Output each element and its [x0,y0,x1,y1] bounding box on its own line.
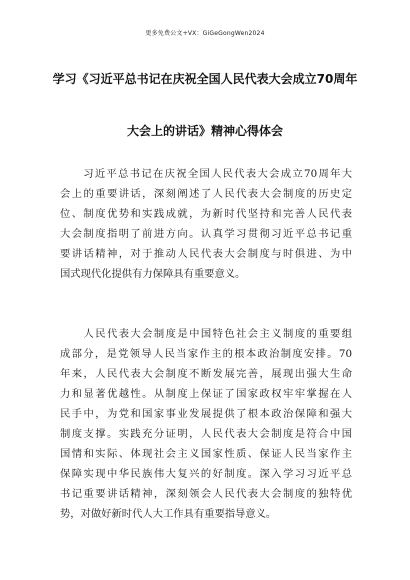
paragraph-line: 成部分，是党领导人民当家作主的根本政治制度安排。70 [60,348,352,360]
paragraph-line: 要讲话精神，对于推动人民代表大会制度与时俱进、为中 [60,248,352,260]
paragraph-line: 国情和实际、体现社会主义国家性质、保证人民当家作主 [60,448,352,460]
paragraph-line: 习近平总书记在庆祝全国人民代表大会成立70周年大 [60,168,352,180]
paragraph-line: 制度支撑。实践充分证明，人民代表大会制度是符合中国 [60,428,352,440]
paragraph-2 [60,324,352,524]
paragraph-line: 势，对做好新时代人大工作具有重要指导意义。 [60,508,277,520]
paragraph-line: 会上的重要讲话，深刻阐述了人民代表大会制度的历史定 [60,188,352,200]
paragraph-line: 大会制度指明了前进方向。认真学习贯彻习近平总书记重 [60,228,352,240]
header-note: 更多免费公文+VX：GiGeGongWen2024 [145,30,265,37]
paragraph-line: 保障实现中华民族伟大复兴的好制度。深入学习习近平总 [60,468,352,480]
paragraph-line: 位、制度优势和实践成就，为新时代坚持和完善人民代表 [60,208,352,220]
document-title-line-1: 学习《习近平总书记在庆祝全国人民代表大会成立70周年 [52,72,358,86]
paragraph-1 [60,164,352,284]
document-title-line-2: 大会上的讲话》精神心得体会 [126,124,283,138]
paragraph-line: 民手中，为党和国家事业发展提供了根本政治保障和强大 [60,408,352,420]
paragraph-line: 人民代表大会制度是中国特色社会主义制度的重要组 [60,328,352,340]
paragraph-line: 年来，人民代表大会制度不断发展完善，展现出强大生命 [60,368,352,380]
paragraph-line: 国式现代化提供有力保障具有重要意义。 [60,268,246,280]
paragraph-line: 力和显著优越性。从制度上保证了国家政权牢牢掌握在人 [60,388,352,400]
paragraph-line: 书记重要讲话精神，深刻领会人民代表大会制度的独特优 [60,488,352,500]
